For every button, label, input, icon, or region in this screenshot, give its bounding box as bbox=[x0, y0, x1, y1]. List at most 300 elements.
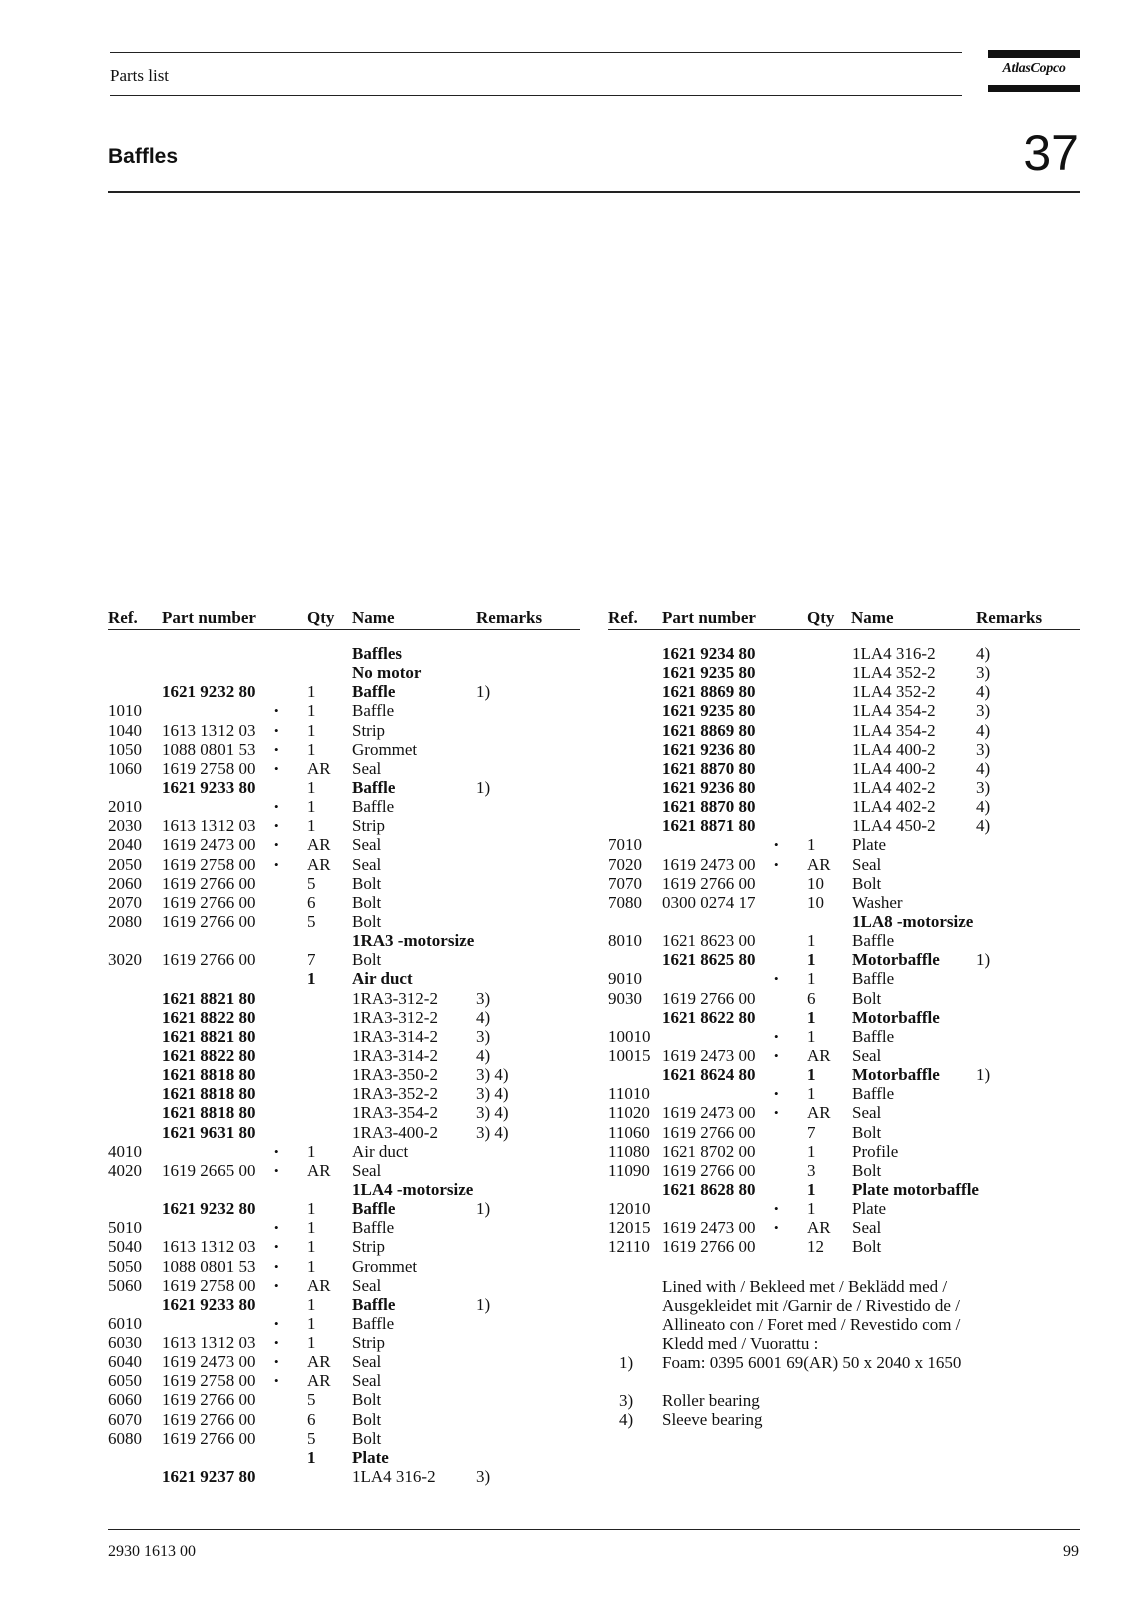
part-number-cell: 1621 9631 80 bbox=[162, 1122, 256, 1142]
table-row bbox=[108, 721, 588, 740]
name-cell: Seal bbox=[352, 835, 382, 855]
part-number-cell: 1619 2766 00 bbox=[162, 950, 256, 970]
qty-cell: 5 bbox=[307, 873, 316, 893]
part-number-cell: 1621 8702 00 bbox=[662, 1141, 756, 1161]
bullet-marker: • bbox=[774, 1220, 779, 1236]
part-number-cell: 1621 9236 80 bbox=[662, 739, 756, 759]
table-row bbox=[108, 1103, 588, 1122]
ref-cell: 11060 bbox=[608, 1122, 650, 1142]
name-cell: Baffle bbox=[352, 701, 395, 721]
qty-cell: 1 bbox=[307, 739, 316, 759]
name-cell: 1RA3-312-2 bbox=[352, 988, 438, 1008]
ref-cell: 11090 bbox=[608, 1160, 650, 1180]
name-cell: Baffle bbox=[352, 1199, 396, 1219]
bullet-marker: • bbox=[274, 1354, 279, 1370]
ref-cell: 2060 bbox=[108, 873, 142, 893]
qty-cell: AR bbox=[807, 1103, 831, 1123]
qty-cell: AR bbox=[307, 854, 331, 874]
table-row bbox=[608, 797, 1088, 816]
ref-cell: 8010 bbox=[608, 931, 642, 951]
header-label: Parts list bbox=[110, 66, 170, 85]
table-row bbox=[608, 1027, 1088, 1046]
table-row bbox=[608, 1180, 1088, 1199]
ref-cell: 6030 bbox=[108, 1333, 142, 1353]
remarks-cell: 4) bbox=[976, 644, 991, 663]
remarks-cell: 4) bbox=[976, 797, 991, 817]
table-row bbox=[108, 1123, 588, 1142]
name-cell: 1RA3-314-2 bbox=[352, 1026, 438, 1046]
qty-cell: 1 bbox=[307, 701, 316, 721]
part-number-cell: 1613 1312 03 bbox=[162, 1237, 256, 1257]
ref-cell: 3020 bbox=[108, 950, 142, 970]
ref-cell: 6010 bbox=[108, 1313, 142, 1333]
ref-cell: 2070 bbox=[108, 892, 142, 912]
table-row bbox=[608, 816, 1088, 835]
bullet-marker: • bbox=[274, 799, 279, 815]
remarks-cell: 1) bbox=[976, 1065, 991, 1085]
qty-cell: 1 bbox=[307, 682, 316, 702]
part-number-cell: 1621 8818 80 bbox=[162, 1103, 256, 1123]
ref-cell: 2010 bbox=[108, 797, 142, 817]
table-row bbox=[608, 950, 1088, 969]
name-cell: Plate bbox=[852, 835, 886, 855]
qty-cell: 12 bbox=[807, 1237, 824, 1257]
name-cell: Baffles bbox=[352, 644, 403, 663]
name-cell: Seal bbox=[852, 1103, 882, 1123]
qty-cell: 7 bbox=[307, 950, 316, 970]
remarks-cell: 1) bbox=[476, 1199, 491, 1219]
part-number-cell: 1621 9234 80 bbox=[662, 644, 756, 663]
bullet-marker: • bbox=[774, 971, 779, 987]
name-cell: Seal bbox=[352, 1371, 382, 1391]
table-row bbox=[108, 931, 588, 950]
name-cell: Plate bbox=[852, 1199, 886, 1219]
qty-cell: 1 bbox=[807, 1084, 816, 1104]
table-row bbox=[108, 1008, 588, 1027]
ref-cell: 7020 bbox=[608, 854, 642, 874]
bullet-marker: • bbox=[274, 1143, 279, 1159]
remarks-cell: 3) bbox=[476, 1467, 491, 1487]
part-number-cell: 1619 2758 00 bbox=[162, 854, 256, 874]
table-row bbox=[108, 1199, 588, 1218]
remarks-cell: 4) bbox=[476, 1007, 491, 1027]
qty-cell: 6 bbox=[307, 892, 316, 912]
remarks-cell: 3) bbox=[976, 739, 991, 759]
col-remarks: Remarks bbox=[476, 608, 543, 627]
ref-cell: 9010 bbox=[608, 969, 642, 989]
name-cell: Plate bbox=[352, 1447, 389, 1467]
ref-cell: 6050 bbox=[108, 1371, 142, 1391]
note-3-key: 3) bbox=[619, 1391, 634, 1410]
table-row bbox=[608, 931, 1088, 950]
table-row bbox=[108, 682, 588, 701]
ref-cell: 10015 bbox=[608, 1045, 651, 1065]
ref-cell: 1060 bbox=[108, 758, 142, 778]
table-row bbox=[608, 1199, 1088, 1218]
name-cell: 1LA4 402-2 bbox=[852, 797, 936, 817]
table-row bbox=[108, 1218, 588, 1237]
part-number-cell: 1619 2766 00 bbox=[662, 1160, 756, 1180]
name-cell: Seal bbox=[852, 1218, 882, 1238]
remarks-cell: 3) bbox=[976, 663, 991, 683]
qty-cell: 1 bbox=[307, 720, 316, 740]
qty-cell: 1 bbox=[807, 950, 816, 970]
part-number-cell: 1621 9233 80 bbox=[162, 777, 256, 797]
name-cell: Bolt bbox=[352, 873, 382, 893]
ref-cell: 2080 bbox=[108, 911, 142, 931]
name-cell: Seal bbox=[352, 1352, 382, 1372]
name-cell: Bolt bbox=[852, 873, 882, 893]
qty-cell: AR bbox=[307, 1371, 331, 1391]
table-row bbox=[108, 797, 588, 816]
remarks-cell: 1) bbox=[976, 950, 991, 970]
name-cell: Baffle bbox=[352, 682, 396, 702]
part-number-cell: 1619 2766 00 bbox=[162, 873, 256, 893]
logo-bottom-bar bbox=[988, 85, 1080, 92]
qty-cell: 1 bbox=[307, 969, 316, 989]
part-number-cell: 1621 8821 80 bbox=[162, 1026, 256, 1046]
table-row bbox=[108, 663, 588, 682]
qty-cell: AR bbox=[807, 1218, 831, 1238]
ref-cell: 5050 bbox=[108, 1256, 142, 1276]
remarks-cell: 4) bbox=[976, 816, 991, 836]
col-qty: Qty bbox=[307, 608, 335, 627]
qty-cell: 7 bbox=[807, 1122, 816, 1142]
table-row bbox=[608, 989, 1088, 1008]
part-number-cell: 1621 8870 80 bbox=[662, 797, 756, 817]
bullet-marker: • bbox=[274, 703, 279, 719]
table-row bbox=[108, 1276, 588, 1295]
name-cell: 1RA3-350-2 bbox=[352, 1065, 438, 1085]
table-row bbox=[108, 1410, 588, 1429]
name-cell: Strip bbox=[352, 816, 386, 836]
bullet-marker: • bbox=[274, 760, 279, 776]
name-cell: Bolt bbox=[852, 1237, 882, 1257]
lined-with-line-2: Ausgekleidet mit /Garnir de / Rivestido de / bbox=[662, 1296, 960, 1315]
name-cell: Washer bbox=[852, 892, 903, 912]
name-cell: Motorbaffle bbox=[852, 1065, 940, 1085]
table-row bbox=[108, 950, 588, 969]
part-number-cell: 1619 2473 00 bbox=[662, 1045, 756, 1065]
table-row bbox=[608, 874, 1088, 893]
part-number-cell: 1621 8870 80 bbox=[662, 758, 756, 778]
ref-cell: 6080 bbox=[108, 1428, 142, 1448]
table-row bbox=[108, 740, 588, 759]
table-row bbox=[608, 1065, 1088, 1084]
qty-cell: AR bbox=[807, 854, 831, 874]
table-row bbox=[608, 663, 1088, 682]
remarks-cell: 4) bbox=[976, 720, 991, 740]
part-number-cell: 1619 2766 00 bbox=[662, 1237, 756, 1257]
remarks-cell: 4) bbox=[476, 1045, 491, 1065]
table-row bbox=[608, 759, 1088, 778]
ref-cell: 12010 bbox=[608, 1199, 651, 1219]
name-cell: Seal bbox=[352, 758, 382, 778]
table-row bbox=[608, 1237, 1088, 1256]
table-row bbox=[108, 1352, 588, 1371]
name-cell: Baffle bbox=[852, 931, 895, 951]
qty-cell: 6 bbox=[807, 988, 816, 1008]
name-cell: Grommet bbox=[352, 739, 418, 759]
part-number-cell: 0300 0274 17 bbox=[662, 892, 756, 912]
section-title: Baffles bbox=[108, 145, 179, 168]
part-number-cell: 1619 2766 00 bbox=[162, 892, 256, 912]
name-cell: Grommet bbox=[352, 1256, 418, 1276]
part-number-cell: 1619 2473 00 bbox=[662, 854, 756, 874]
name-cell: Bolt bbox=[852, 1122, 882, 1142]
qty-cell: 1 bbox=[807, 969, 816, 989]
part-number-cell: 1621 9235 80 bbox=[662, 663, 756, 683]
qty-cell: 1 bbox=[307, 1313, 316, 1333]
bullet-marker: • bbox=[774, 1201, 779, 1217]
table-row bbox=[608, 1161, 1088, 1180]
part-number-cell: 1613 1312 03 bbox=[162, 816, 256, 836]
name-cell: Bolt bbox=[352, 1428, 382, 1448]
qty-cell: 1 bbox=[307, 777, 316, 797]
bullet-marker: • bbox=[274, 1335, 279, 1351]
table-row bbox=[108, 1065, 588, 1084]
part-number-cell: 1621 9236 80 bbox=[662, 777, 756, 797]
qty-cell: 1 bbox=[807, 835, 816, 855]
name-cell: 1RA3-314-2 bbox=[352, 1045, 438, 1065]
name-cell: 1RA3-400-2 bbox=[352, 1122, 438, 1142]
qty-cell: 1 bbox=[807, 1026, 816, 1046]
name-cell: 1RA3-312-2 bbox=[352, 1007, 438, 1027]
qty-cell: 1 bbox=[807, 1141, 816, 1161]
col-part-number: Part number bbox=[662, 608, 756, 627]
part-number-cell: 1619 2766 00 bbox=[162, 1390, 256, 1410]
section-number: 37 bbox=[1023, 125, 1079, 181]
qty-cell: 1 bbox=[807, 1199, 816, 1219]
table-row bbox=[108, 1467, 588, 1486]
name-cell: Seal bbox=[852, 854, 882, 874]
table-row bbox=[108, 1180, 588, 1199]
bullet-marker: • bbox=[774, 1086, 779, 1102]
part-number-cell: 1621 8822 80 bbox=[162, 1045, 256, 1065]
name-cell: 1LA8 -motorsize bbox=[852, 911, 974, 931]
part-number-cell: 1621 9237 80 bbox=[162, 1467, 256, 1487]
lined-with-line-1: Lined with / Bekleed met / Beklädd med / bbox=[662, 1277, 948, 1296]
document-number: 2930 1613 00 bbox=[108, 1543, 196, 1560]
table-row bbox=[108, 701, 588, 720]
table-row bbox=[108, 1257, 588, 1276]
remarks-cell: 1) bbox=[476, 777, 491, 797]
part-number-cell: 1621 8821 80 bbox=[162, 988, 256, 1008]
atlas-copco-logo bbox=[988, 50, 1080, 92]
bullet-marker: • bbox=[774, 1105, 779, 1121]
part-number-cell: 1621 8623 00 bbox=[662, 931, 756, 951]
page-number: 99 bbox=[1063, 1543, 1079, 1560]
ref-cell: 12015 bbox=[608, 1218, 651, 1238]
footer-rule bbox=[108, 1529, 1080, 1530]
name-cell: Bolt bbox=[352, 950, 382, 970]
ref-cell: 5060 bbox=[108, 1275, 142, 1295]
bullet-marker: • bbox=[774, 856, 779, 872]
part-number-cell: 1621 8628 80 bbox=[662, 1179, 756, 1199]
qty-cell: 1 bbox=[307, 1141, 316, 1161]
name-cell: Seal bbox=[852, 1045, 882, 1065]
ref-cell: 2050 bbox=[108, 854, 142, 874]
ref-cell: 2040 bbox=[108, 835, 142, 855]
ref-cell: 4010 bbox=[108, 1141, 142, 1161]
ref-cell: 10010 bbox=[608, 1026, 651, 1046]
table-row bbox=[608, 1103, 1088, 1122]
bullet-marker: • bbox=[274, 1315, 279, 1331]
remarks-cell: 3) bbox=[476, 988, 491, 1008]
ref-cell: 6040 bbox=[108, 1352, 142, 1372]
remarks-cell: 3) bbox=[976, 701, 991, 721]
name-cell: 1LA4 450-2 bbox=[852, 816, 936, 836]
col-qty: Qty bbox=[807, 608, 835, 627]
qty-cell: 1 bbox=[807, 1007, 816, 1027]
name-cell: 1LA4 400-2 bbox=[852, 739, 936, 759]
table-row bbox=[608, 1123, 1088, 1142]
name-cell: 1LA4 352-2 bbox=[852, 663, 936, 683]
col-remarks: Remarks bbox=[976, 608, 1043, 627]
left-parts-table bbox=[108, 644, 588, 1486]
name-cell: 1RA3 -motorsize bbox=[352, 931, 475, 951]
name-cell: Bolt bbox=[352, 892, 382, 912]
col-ref: Ref. bbox=[608, 608, 638, 627]
table-row bbox=[108, 1333, 588, 1352]
logo-top-bar bbox=[988, 50, 1080, 58]
table-row bbox=[108, 989, 588, 1008]
note-3-text: Roller bearing bbox=[662, 1391, 760, 1410]
bullet-marker: • bbox=[274, 1220, 279, 1236]
ref-cell: 6070 bbox=[108, 1409, 142, 1429]
part-number-cell: 1088 0801 53 bbox=[162, 739, 256, 759]
ref-cell: 5010 bbox=[108, 1218, 142, 1238]
part-number-cell: 1613 1312 03 bbox=[162, 1333, 256, 1353]
name-cell: No motor bbox=[352, 663, 422, 683]
part-number-cell: 1621 8871 80 bbox=[662, 816, 756, 836]
ref-cell: 1040 bbox=[108, 720, 142, 740]
qty-cell: AR bbox=[307, 1160, 331, 1180]
remarks-cell: 1) bbox=[476, 682, 491, 702]
name-cell: 1LA4 352-2 bbox=[852, 682, 936, 702]
table-row bbox=[108, 893, 588, 912]
table-row bbox=[608, 855, 1088, 874]
bullet-marker: • bbox=[274, 1239, 279, 1255]
part-number-cell: 1619 2473 00 bbox=[662, 1103, 756, 1123]
table-row bbox=[108, 874, 588, 893]
part-number-cell: 1619 2766 00 bbox=[662, 988, 756, 1008]
qty-cell: 6 bbox=[307, 1409, 316, 1429]
table-row bbox=[108, 912, 588, 931]
name-cell: Baffle bbox=[352, 1294, 396, 1314]
name-cell: Baffle bbox=[852, 1026, 895, 1046]
name-cell: 1LA4 354-2 bbox=[852, 701, 936, 721]
qty-cell: 3 bbox=[807, 1160, 816, 1180]
qty-cell: AR bbox=[807, 1045, 831, 1065]
part-number-cell: 1621 8622 80 bbox=[662, 1007, 756, 1027]
qty-cell: AR bbox=[307, 835, 331, 855]
table-row bbox=[608, 682, 1088, 701]
qty-cell: 1 bbox=[807, 1179, 816, 1199]
name-cell: Bolt bbox=[352, 1390, 382, 1410]
table-row bbox=[608, 912, 1088, 931]
bullet-marker: • bbox=[274, 1277, 279, 1293]
table-row bbox=[608, 969, 1088, 988]
table-row bbox=[108, 1237, 588, 1256]
name-cell: Strip bbox=[352, 1333, 386, 1353]
table-row bbox=[108, 1027, 588, 1046]
table-row bbox=[608, 1084, 1088, 1103]
part-number-cell: 1621 8869 80 bbox=[662, 682, 756, 702]
name-cell: Bolt bbox=[852, 1160, 882, 1180]
ref-cell: 6060 bbox=[108, 1390, 142, 1410]
table-row bbox=[108, 816, 588, 835]
table-row bbox=[108, 1295, 588, 1314]
bullet-marker: • bbox=[274, 1373, 279, 1389]
ref-cell: 11020 bbox=[608, 1103, 650, 1123]
ref-cell: 9030 bbox=[608, 988, 642, 1008]
col-part-number: Part number bbox=[162, 608, 256, 627]
table-row bbox=[608, 835, 1088, 854]
note-1-text: Foam: 0395 6001 69(AR) 50 x 2040 x 1650 bbox=[662, 1353, 962, 1372]
qty-cell: 5 bbox=[307, 1428, 316, 1448]
header-bottom-rule bbox=[110, 95, 962, 96]
ref-cell: 1010 bbox=[108, 701, 142, 721]
ref-cell: 5040 bbox=[108, 1237, 142, 1257]
remarks-cell: 4) bbox=[976, 758, 991, 778]
table-row bbox=[108, 1390, 588, 1409]
name-cell: 1LA4 400-2 bbox=[852, 758, 936, 778]
name-cell: Baffle bbox=[852, 1084, 895, 1104]
ref-cell: 11010 bbox=[608, 1084, 650, 1104]
part-number-cell: 1619 2766 00 bbox=[162, 1409, 256, 1429]
table-row bbox=[608, 1218, 1088, 1237]
ref-cell: 12110 bbox=[608, 1237, 650, 1257]
name-cell: Strip bbox=[352, 1237, 386, 1257]
qty-cell: 1 bbox=[807, 931, 816, 951]
ref-cell: 2030 bbox=[108, 816, 142, 836]
name-cell: 1LA4 402-2 bbox=[852, 777, 936, 797]
qty-cell: 1 bbox=[307, 1218, 316, 1238]
table-row bbox=[608, 1142, 1088, 1161]
qty-cell: 1 bbox=[307, 1333, 316, 1353]
name-cell: Baffle bbox=[352, 1313, 395, 1333]
table-row bbox=[108, 835, 588, 854]
table-row bbox=[108, 759, 588, 778]
col-name: Name bbox=[851, 608, 894, 627]
name-cell: Air duct bbox=[352, 1141, 409, 1161]
table-row bbox=[108, 1161, 588, 1180]
qty-cell: 1 bbox=[307, 1294, 316, 1314]
note-4-key: 4) bbox=[619, 1410, 634, 1429]
name-cell: Motorbaffle bbox=[852, 1007, 940, 1027]
bullet-marker: • bbox=[274, 1258, 279, 1274]
name-cell: Bolt bbox=[352, 1409, 382, 1429]
ref-cell: 7080 bbox=[608, 892, 642, 912]
left-header-rule bbox=[108, 629, 580, 630]
part-number-cell: 1621 8624 80 bbox=[662, 1065, 756, 1085]
right-parts-table bbox=[608, 644, 1088, 1257]
section-rule bbox=[108, 191, 1080, 193]
qty-cell: 1 bbox=[807, 1065, 816, 1085]
header-top-rule bbox=[110, 52, 962, 53]
qty-cell: 1 bbox=[307, 1237, 316, 1257]
col-name: Name bbox=[352, 608, 395, 627]
qty-cell: 1 bbox=[307, 1256, 316, 1276]
qty-cell: 10 bbox=[807, 873, 824, 893]
note-4-text: Sleeve bearing bbox=[662, 1410, 763, 1429]
name-cell: 1RA3-352-2 bbox=[352, 1084, 438, 1104]
part-number-cell: 1621 9235 80 bbox=[662, 701, 756, 721]
qty-cell: AR bbox=[307, 758, 331, 778]
bullet-marker: • bbox=[774, 837, 779, 853]
part-number-cell: 1619 2766 00 bbox=[162, 1428, 256, 1448]
